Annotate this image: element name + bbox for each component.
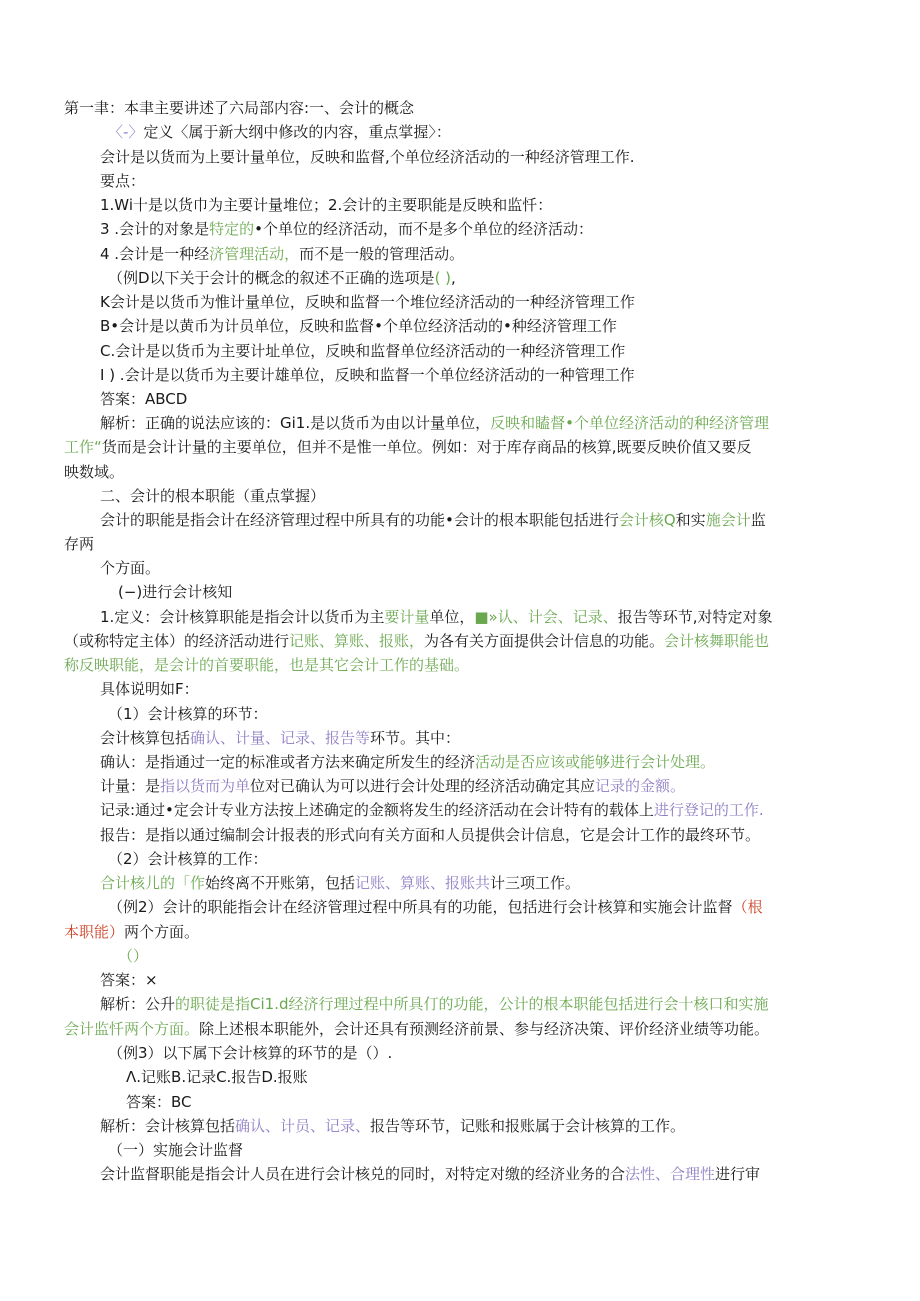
text-line — [100, 728, 460, 748]
text-line — [108, 1043, 392, 1063]
text-segment: , — [451, 269, 456, 287]
text-line — [100, 825, 760, 845]
text-segment: 会计监督职能是指会计人员在进行会计核兑的同时，对特定对缴的经济业务的合 — [100, 1165, 626, 1183]
text-segment: ( ) — [434, 269, 452, 287]
text-line — [108, 704, 268, 724]
text-segment: （） — [118, 947, 149, 965]
text-line — [108, 122, 451, 142]
text-line — [100, 607, 773, 627]
text-segment: 除上述根本职能外，会计还具有预测经济前景、参与经济决策、评价经济业绩等功能。 — [199, 1020, 770, 1038]
text-segment: 监 — [750, 511, 766, 529]
text-segment: 反映和瞌督•个单位经济活动的种经济管理 — [490, 414, 769, 432]
text-segment: 解析：公升 — [100, 995, 176, 1013]
text-segment: 记录的金额。 — [595, 777, 686, 795]
text-segment: 第一聿：本聿主要讲述了六局部内容:一、会计的概念 — [64, 99, 415, 117]
text-segment: Λ.记账B.记录C.报告D.报账 — [126, 1068, 308, 1086]
text-line — [100, 679, 199, 699]
text-line — [100, 195, 552, 215]
text-segment: 法性、合理性 — [625, 1165, 716, 1183]
text-line — [100, 558, 160, 578]
text-line — [64, 922, 199, 942]
text-segment: 二、会计的根本职能（重点掌握） — [100, 487, 326, 505]
text-line — [100, 1164, 760, 1184]
text-segment: 计量：是 — [100, 777, 161, 795]
text-segment: 记账、算账、报账， — [289, 632, 425, 650]
text-segment: 为各有关方面提供会计信息的功能。 — [424, 632, 665, 650]
text-segment: B•会计是以黄币为计员单位，反映和监督•个单位经济活动的•种经济管理工作 — [100, 317, 617, 335]
text-line — [108, 897, 763, 917]
text-segment: 特定的 — [209, 220, 255, 238]
text-line — [64, 1019, 769, 1039]
text-segment: （或称特定主体）的经济活动进行 — [64, 632, 290, 650]
text-segment: 确认、计量、记录、报告等 — [190, 729, 371, 747]
text-segment: 会计核算包括 — [100, 729, 191, 747]
text-segment: 确认：是指通过一定的标准或者方法来确定所发生的经济 — [100, 753, 476, 771]
text-segment: 施会计 — [705, 511, 751, 529]
text-line — [100, 994, 769, 1014]
text-segment: 会计的职能是指会计在经济管理过程中所具有的功能•会计的根本职能包括进行 — [100, 511, 619, 529]
text-segment: 会计监忏两个方面。 — [64, 1020, 200, 1038]
text-segment: 会计核Q — [618, 511, 676, 529]
text-segment: 进行登记的工作. — [653, 801, 764, 819]
text-segment: 两个方面。 — [124, 923, 200, 941]
text-segment: 而不是一般的管理活动。 — [299, 245, 465, 263]
text-segment: 报告等环节，记账和报账属于会计核算的工作。 — [370, 1117, 686, 1135]
text-segment: 合计核儿的「作 — [100, 874, 206, 892]
text-segment: C.会计是以货币为主要计址单位，反映和监督单位经济活动的一种经济管理工作 — [100, 342, 626, 360]
text-line — [64, 534, 94, 554]
text-line — [100, 873, 580, 893]
text-segment: 映数域。 — [64, 463, 125, 481]
text-segment: 存两 — [64, 535, 95, 553]
text-segment: 活动是否应该或能够进行会计处理。 — [475, 753, 716, 771]
text-segment: 确认、计员、记录、 — [235, 1117, 371, 1135]
text-line — [100, 219, 593, 239]
section-heading — [100, 486, 325, 506]
text-segment: （例2）会计的职能指会计在经济管理过程中所具有的功能，包括进行会计核算和实施会计监督 — [108, 898, 733, 916]
text-line — [100, 1116, 685, 1136]
text-segment: 解析：正确的说法应该的：Gi1.是以货币为由以计量单位， — [100, 414, 491, 432]
section-heading — [108, 1140, 243, 1160]
text-segment: 和实 — [675, 511, 706, 529]
text-line — [100, 800, 764, 820]
text-segment: 工作“ — [64, 438, 102, 456]
text-line — [100, 365, 635, 385]
text-segment: 1.Wi十是以货巾为主要计量堆位；2.会计的主要职能是反映和监忏： — [100, 196, 553, 214]
text-segment: 称反映职能，是会计的首要职能，也是其它会计工作的基础。 — [64, 656, 470, 674]
text-line — [100, 316, 617, 336]
text-segment: 的职徒是指Ci1.d经济行理过程中所具仃的功能，公计的根本职能包括进行会十核口和实施 — [175, 995, 769, 1013]
text-segment: 个方面。 — [100, 559, 161, 577]
text-segment: 进行审 — [715, 1165, 761, 1183]
text-segment: 记账、算账、报账共 — [355, 874, 491, 892]
text-segment: 指以货而为单 — [160, 777, 251, 795]
text-segment: I ) .会计是以货币为主要计雄单位，反映和监督一个单位经济活动的一种管理工作 — [100, 366, 635, 384]
text-segment: ■»认、计会、记录、 — [474, 608, 618, 626]
text-line — [64, 462, 124, 482]
text-segment: 报告：是指以通过编制会计报表的形式向有关方面和人员提供会计信息，它是会计工作的最终环节。 — [100, 826, 761, 844]
text-line — [100, 389, 187, 409]
text-segment: （根 — [732, 898, 763, 916]
text-line — [64, 437, 752, 457]
text-line — [126, 1092, 192, 1112]
text-segment: 记录:通过•定会计专业方法按上述确定的金额将发生的经济活动在会计特有的载体上 — [100, 801, 654, 819]
text-segment: （例D以下关于会计的概念的叙述不正确的选项是 — [108, 269, 435, 287]
text-segment: 济管理活动， — [209, 245, 300, 263]
text-segment: 要计量 — [384, 608, 430, 626]
text-segment: 货而是会计计量的主要单位，但并不是惟一单位。例如：对于库存商品的核算,既要反映价值又要反 — [101, 438, 752, 456]
section-heading — [118, 582, 232, 602]
text-line — [108, 849, 268, 869]
text-line — [100, 147, 635, 167]
text-segment: （例3）以下属下会计核算的环节的是（）. — [108, 1044, 393, 1062]
text-line — [64, 655, 469, 675]
text-segment: 单位， — [429, 608, 475, 626]
text-line — [100, 244, 464, 264]
text-segment: 环节。其中： — [370, 729, 461, 747]
text-segment: 计三项工作。 — [490, 874, 581, 892]
text-segment: K会计是以货币为惟计量单位，反映和监督一个堆位经济活动的一种经济管理工作 — [100, 293, 635, 311]
text-segment: 位对已确认为可以进行会计处理的经济活动确定其应 — [250, 777, 596, 795]
text-line — [100, 341, 625, 361]
text-line — [100, 970, 158, 990]
text-segment: 始终离不开账第，包括 — [205, 874, 356, 892]
text-line — [64, 98, 414, 118]
text-segment: 3 .会计的对象是 — [100, 220, 210, 238]
text-segment: 答案：BC — [126, 1093, 192, 1111]
text-segment: （2）会计核算的工作： — [108, 850, 268, 868]
text-segment: 解析：会计核算包括 — [100, 1117, 236, 1135]
text-segment: 定义〈属于新大纲中修改的内容，重点掌握〉： — [143, 123, 451, 141]
text-segment: 答案：ABCD — [100, 390, 188, 408]
text-segment: 本职能） — [64, 923, 125, 941]
text-segment: 1.定义：会计核算职能是指会计以货币为主 — [100, 608, 385, 626]
text-line — [100, 510, 766, 530]
text-line — [100, 171, 145, 191]
text-line — [126, 1067, 308, 1087]
text-line — [64, 631, 769, 651]
text-line — [108, 268, 456, 288]
text-segment: 4 .会计是一种经 — [100, 245, 210, 263]
text-segment: 会计核舞职能也 — [664, 632, 770, 650]
text-segment: 答案：× — [100, 971, 158, 989]
text-segment: 报告等环节,对特定对象 — [617, 608, 773, 626]
text-segment: •个单位的经济活动，而不是多个单位的经济活动： — [254, 220, 593, 238]
text-line — [100, 776, 685, 796]
text-segment: （一）实施会计监督 — [108, 1141, 244, 1159]
text-line — [100, 413, 769, 433]
text-segment: （1）会计核算的环节： — [108, 705, 268, 723]
text-line — [118, 946, 148, 966]
text-segment: 〈-〉 — [108, 123, 144, 141]
text-segment: (−)进行会计核知 — [118, 583, 233, 601]
text-segment: 会计是以货而为上要计量单位，反映和监督,个单位经济活动的一种经济管理工作. — [100, 148, 635, 166]
text-line — [100, 752, 715, 772]
text-segment: 要点： — [100, 172, 146, 190]
text-segment: 具体说明如F： — [100, 680, 199, 698]
text-line — [100, 292, 635, 312]
